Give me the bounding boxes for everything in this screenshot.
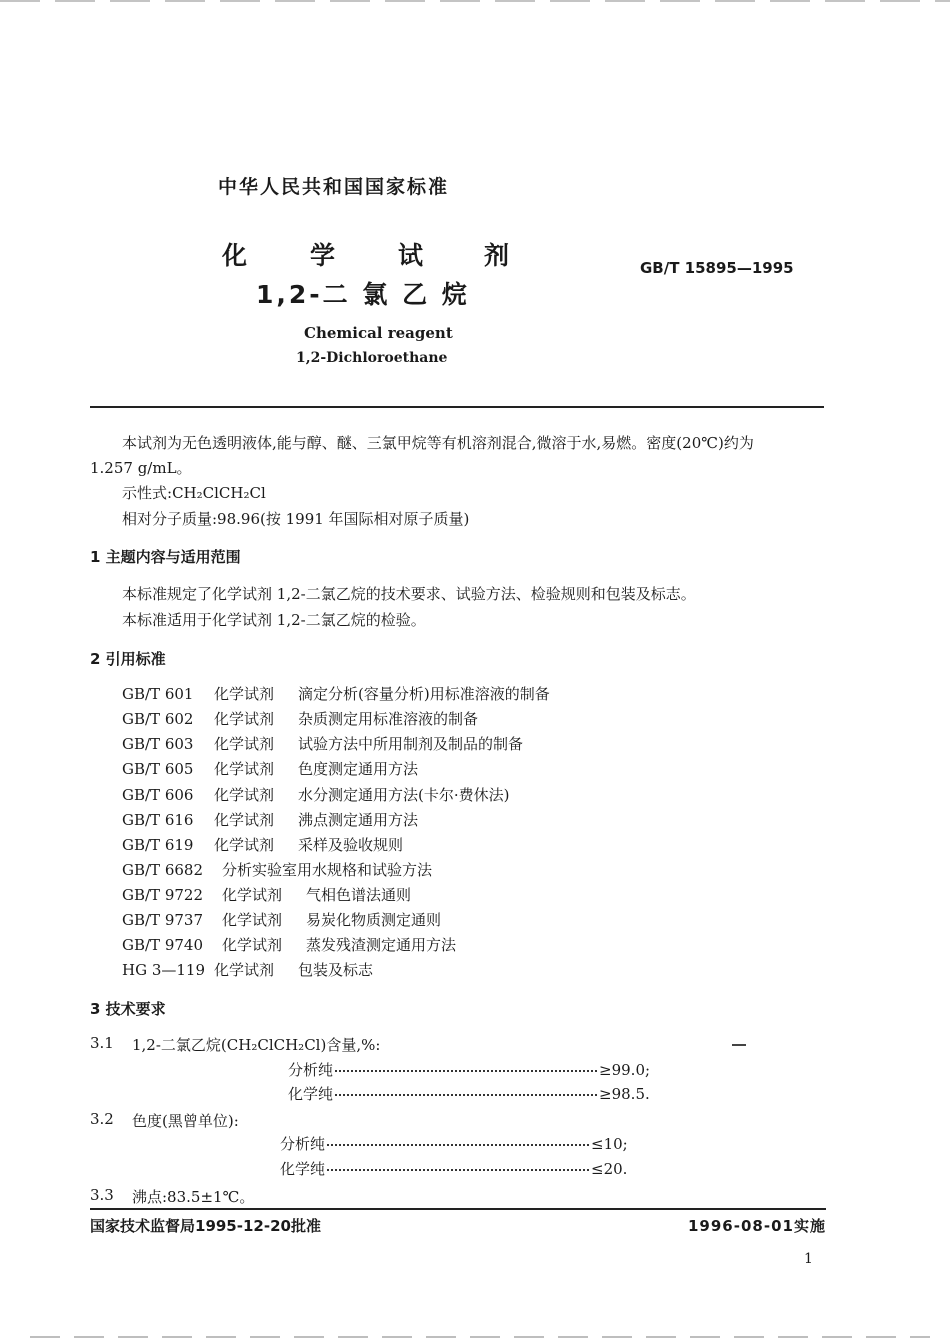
grade-row [288,1059,650,1080]
section1-line1: 本标准规定了化学试剂 1,2-二氯乙烷的技术要求、试验方法、检验规则和包装及标志。 [122,585,696,603]
reference-category: 化学试剂 [222,911,283,929]
reference-code: GB/T 602 [122,710,194,728]
reference-item [122,733,523,754]
reference-category: 化学试剂 [222,936,283,954]
grade-name: 化学纯 [280,1160,326,1178]
section2-heading: 2 引用标准 [90,650,166,668]
formula-value: CH₂ClCH₂Cl [172,484,266,502]
reference-item [122,934,456,955]
grade-value: ≤10; [591,1135,628,1153]
reference-category: 化学试剂 [214,710,275,728]
reference-item [122,784,509,805]
grade-row [288,1083,650,1104]
reference-title: 包装及标志 [298,961,374,979]
formula-label: 示性式: [122,484,173,502]
reference-title: 杂质测定用标准溶液的制备 [298,710,479,728]
reference-category: 化学试剂 [214,811,275,829]
grade-value: ≥99.0; [599,1061,651,1079]
grade-name: 分析纯 [280,1135,326,1153]
reference-item [122,909,441,930]
reference-code: GB/T 9737 [122,911,204,929]
scan-edge-bottom [30,1336,930,1338]
title-char: 试 [398,241,424,270]
title-char: 剂 [484,241,510,270]
reference-category: 化学试剂 [214,735,275,753]
reference-title: 采样及验收规则 [298,836,404,854]
grade-value: ≥98.5. [599,1085,650,1103]
reference-title: 水分测定通用方法(卡尔·费休法) [298,786,510,804]
grade-name: 分析纯 [288,1061,334,1079]
reference-title: 试验方法中所用制剂及制品的制备 [298,735,524,753]
reference-code: GB/T 605 [122,760,194,778]
title-cn-line2: 1,2-二 氯 乙 烷 [256,280,470,309]
title-char: 化 [222,241,248,270]
reference-category: 化学试剂 [214,760,275,778]
reference-category: 化学试剂 [214,836,275,854]
reference-item [122,708,478,729]
reference-category: 化学试剂 [214,685,275,703]
grade-row [280,1158,627,1179]
reference-code: HG 3—119 [122,961,206,979]
clause-3-2-text: 色度(黑曾单位): [132,1112,239,1130]
reference-title: 沸点测定通用方法 [298,811,419,829]
leader-dots [327,1169,589,1171]
clause-3-2-number: 3.2 [90,1110,114,1128]
reference-title: 分析实验室用水规格和试验方法 [222,861,433,879]
title-en-line1: Chemical reagent [304,324,453,342]
leader-dots [335,1094,597,1096]
section3-heading: 3 技术要求 [90,1000,166,1018]
reference-item [122,758,418,779]
reference-title: 色度测定通用方法 [298,760,419,778]
national-standard-heading: 中华人民共和国国家标准 [218,176,450,198]
title-char: 学 [310,241,336,270]
section1-heading: 1 主题内容与适用范围 [90,548,241,566]
reference-item [122,959,373,980]
reference-category: 化学试剂 [222,886,283,904]
standard-number: GB/T 15895—1995 [640,259,794,277]
reference-item [122,834,403,855]
reference-code: GB/T 9722 [122,886,204,904]
structural-formula [122,482,266,503]
intro-paragraph-line2: 1.257 g/mL。 [90,459,192,477]
reference-item [122,859,432,880]
footer-rule [90,1208,826,1210]
reference-title: 滴定分析(容量分析)用标准溶液的制备 [298,685,550,703]
reference-title: 气相色谱法通则 [306,886,412,904]
grade-value: ≤20. [591,1160,628,1178]
reference-code: GB/T 616 [122,811,194,829]
header-rule [90,406,824,408]
title-en-line2: 1,2-Dichloroethane [296,350,448,366]
reference-code: GB/T 9740 [122,936,204,954]
clause-3-3-text: 沸点:83.5±1℃。 [132,1188,255,1206]
leader-dots [335,1070,597,1072]
scan-mark [732,1044,746,1046]
leader-dots [327,1144,589,1146]
grade-row [280,1133,628,1154]
reference-code: GB/T 6682 [122,861,204,879]
reference-item [122,884,411,905]
scan-edge-top [0,0,950,2]
reference-code: GB/T 606 [122,786,194,804]
clause-3-3-number: 3.3 [90,1186,114,1204]
reference-category: 化学试剂 [214,786,275,804]
reference-title: 易炭化物质测定通则 [306,911,442,929]
approval-line: 国家技术监督局1995-12-20批准 [90,1217,321,1235]
reference-code: GB/T 601 [122,685,194,703]
effective-date: 1996-08-01实施 [688,1217,826,1235]
page-number: 1 [804,1251,813,1267]
clause-3-1-number: 3.1 [90,1034,114,1052]
section1-line2: 本标准适用于化学试剂 1,2-二氯乙烷的检验。 [122,611,426,629]
grade-name: 化学纯 [288,1085,334,1103]
reference-item [122,809,418,830]
reference-code: GB/T 619 [122,836,194,854]
clause-3-1-text: 1,2-二氯乙烷(CH₂ClCH₂Cl)含量,%: [132,1036,381,1054]
reference-title: 蒸发残渣测定通用方法 [306,936,457,954]
reference-item [122,683,550,704]
intro-paragraph-line1: 本试剂为无色透明液体,能与醇、醚、三氯甲烷等有机溶剂混合,微溶于水,易燃。密度(20℃)约为 [122,434,754,452]
reference-code: GB/T 603 [122,735,194,753]
molecular-weight: 相对分子质量:98.96(按 1991 年国际相对原子质量) [122,510,470,528]
reference-category: 化学试剂 [214,961,275,979]
